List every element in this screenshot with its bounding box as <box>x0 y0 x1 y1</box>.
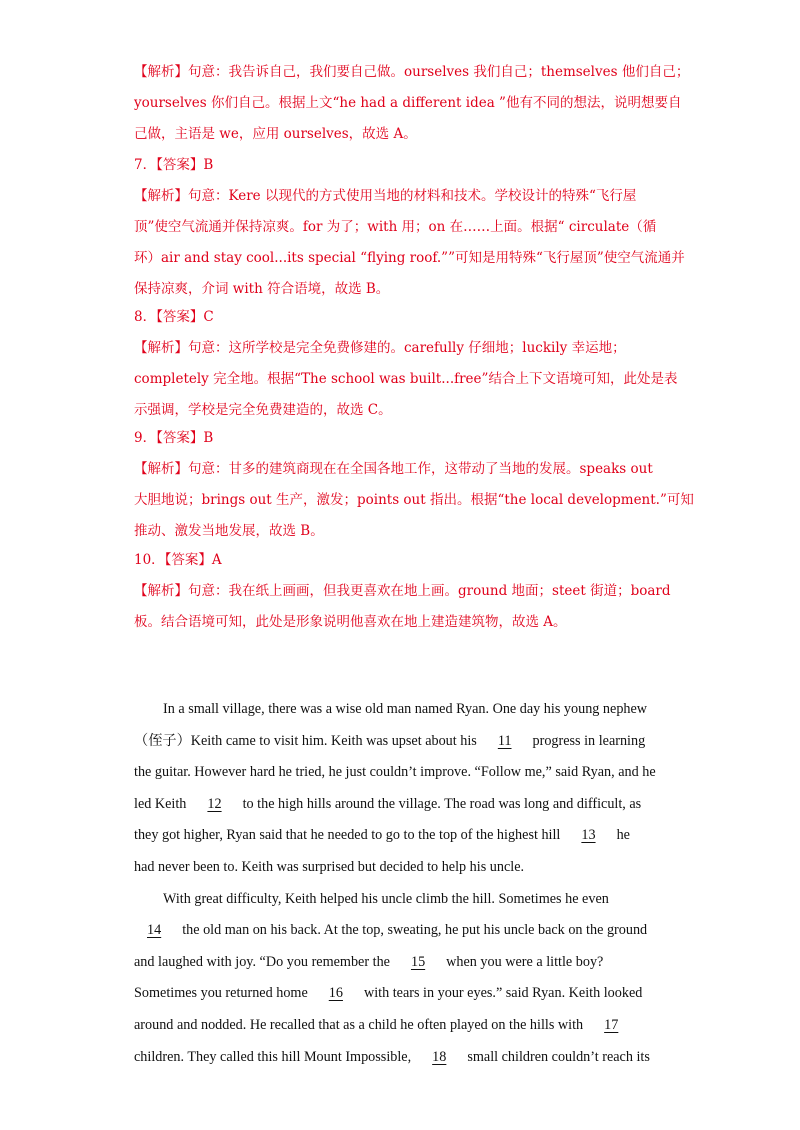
passage-text: children. They called this hill Mount Impossible, <box>134 1048 412 1065</box>
q6-analysis-line: yourselves 你们自己。根据上文“he had a different idea ”他有不同的想法，说明想要自 <box>134 95 682 111</box>
passage-line: had never been to. Keith was surprised but decided to help his uncle. <box>134 858 525 875</box>
passage-text: they got higher, Ryan said that he needed to go to the top of the highest hill <box>134 827 561 844</box>
q6-analysis <box>134 57 690 150</box>
q7-analysis-line: 【解析】句意：Kere 以现代的方式使用当地的材料和技术。学校设计的特殊“飞行屋 <box>134 188 637 204</box>
passage-text: with tears in your eyes.” said Ryan. Keith looked <box>363 985 643 1002</box>
passage-line: In a small village, there was a wise old man named Ryan. One day his young nephew <box>163 701 648 717</box>
blank-16[interactable]: 16 <box>328 985 343 1002</box>
q8-analysis-line: completely 完全地。根据“The school was built...free”结合上下文语境可知，此处是表 <box>134 371 678 387</box>
q10-answer: 10．【答案】A <box>134 552 222 568</box>
q7-answer: 7．【答案】B <box>134 157 214 173</box>
passage-line: With great difficulty, Keith helped his uncle climb the hill. Sometimes he even <box>163 890 609 907</box>
passage-text: （侄子）Keith came to visit him. Keith was upset about his <box>134 732 477 749</box>
q6-analysis-line: 【解析】句意：我告诉自己，我们要自己做。ourselves 我们自己；themselves 他们自己； <box>134 64 690 80</box>
blank-12[interactable]: 12 <box>207 795 222 812</box>
q9-analysis-line: 大胆地说；brings out 生产，激发；points out 指出。根据“the local development.”可知 <box>134 492 694 508</box>
q10-analysis-line: 板。结合语境可知，此处是形象说明他喜欢在地上建造建筑物，故选 A。 <box>134 614 567 630</box>
passage-line: the guitar. However hard he tried, he just couldn’t improve. “Follow me,” said Ryan, and he <box>134 764 656 781</box>
blank-15[interactable]: 15 <box>410 953 426 970</box>
passage-text: he <box>616 827 630 844</box>
blank-13[interactable]: 13 <box>581 827 596 844</box>
passage-text: Sometimes you returned home <box>134 985 308 1002</box>
q10-block <box>134 545 674 638</box>
q9-answer: 9．【答案】B <box>134 430 214 446</box>
q9-analysis-line: 【解析】句意：甘多的建筑商现在在全国各地工作，这带动了当地的发展。speaks out <box>134 461 653 477</box>
cloze-passage <box>134 694 674 1073</box>
q7-analysis-line: 保持凉爽，介词 with 符合语境，故选 B。 <box>134 281 390 297</box>
q7-analysis-line: 环）air and stay cool...its special “flying roof.””可知是用特殊“飞行屋顶”使空气流通并 <box>134 250 685 266</box>
passage-text: to the high hills around the village. The road was long and difficult, as <box>242 795 642 812</box>
q8-analysis-line: 示强调，学校是完全免费建造的，故选 C。 <box>134 402 392 418</box>
q8-block <box>134 302 678 426</box>
passage-text: the old man on his back. At the top, sweating, he put his uncle back on the ground <box>182 922 648 939</box>
passage-line <box>134 726 674 758</box>
passage-line <box>134 820 674 852</box>
passage-text: when you were a little boy? <box>446 953 604 970</box>
blank-14[interactable]: 14 <box>147 922 162 939</box>
passage-text: led Keith <box>134 795 187 812</box>
passage-text: around and nodded. He recalled that as a child he often played on the hills with <box>134 1016 584 1033</box>
passage-line <box>134 978 674 1010</box>
q8-analysis-line: 【解析】句意：这所学校是完全免费修建的。carefully 仔细地；luckily 幸运地； <box>134 340 626 356</box>
q9-analysis-line: 推动、激发当地发展，故选 B。 <box>134 523 324 539</box>
blank-17[interactable]: 17 <box>604 1016 619 1033</box>
passage-text: progress in learning <box>532 732 646 749</box>
q7-analysis-line: 顶”使空气流通并保持凉爽。for 为了；with 用；on 在……上面。根据“ circulate（循 <box>134 219 657 235</box>
passage-text: and laughed with joy. “Do you remember the <box>134 953 390 970</box>
blank-11[interactable]: 11 <box>497 732 512 749</box>
passage-line <box>134 1010 674 1042</box>
q7-block <box>134 150 685 305</box>
q10-analysis-line: 【解析】句意：我在纸上画画，但我更喜欢在地上画。ground 地面；steet 街道；board <box>134 583 671 599</box>
passage-text: small children couldn’t reach its <box>467 1048 650 1065</box>
passage-line <box>134 915 674 947</box>
q9-block <box>134 423 694 547</box>
passage-line <box>134 1042 674 1074</box>
q6-analysis-line: 己做，主语是 we，应用 ourselves，故选 A。 <box>134 126 417 142</box>
q8-answer: 8．【答案】C <box>134 309 214 325</box>
passage-line <box>134 947 674 979</box>
passage-line <box>134 789 674 821</box>
blank-18[interactable]: 18 <box>432 1048 447 1065</box>
